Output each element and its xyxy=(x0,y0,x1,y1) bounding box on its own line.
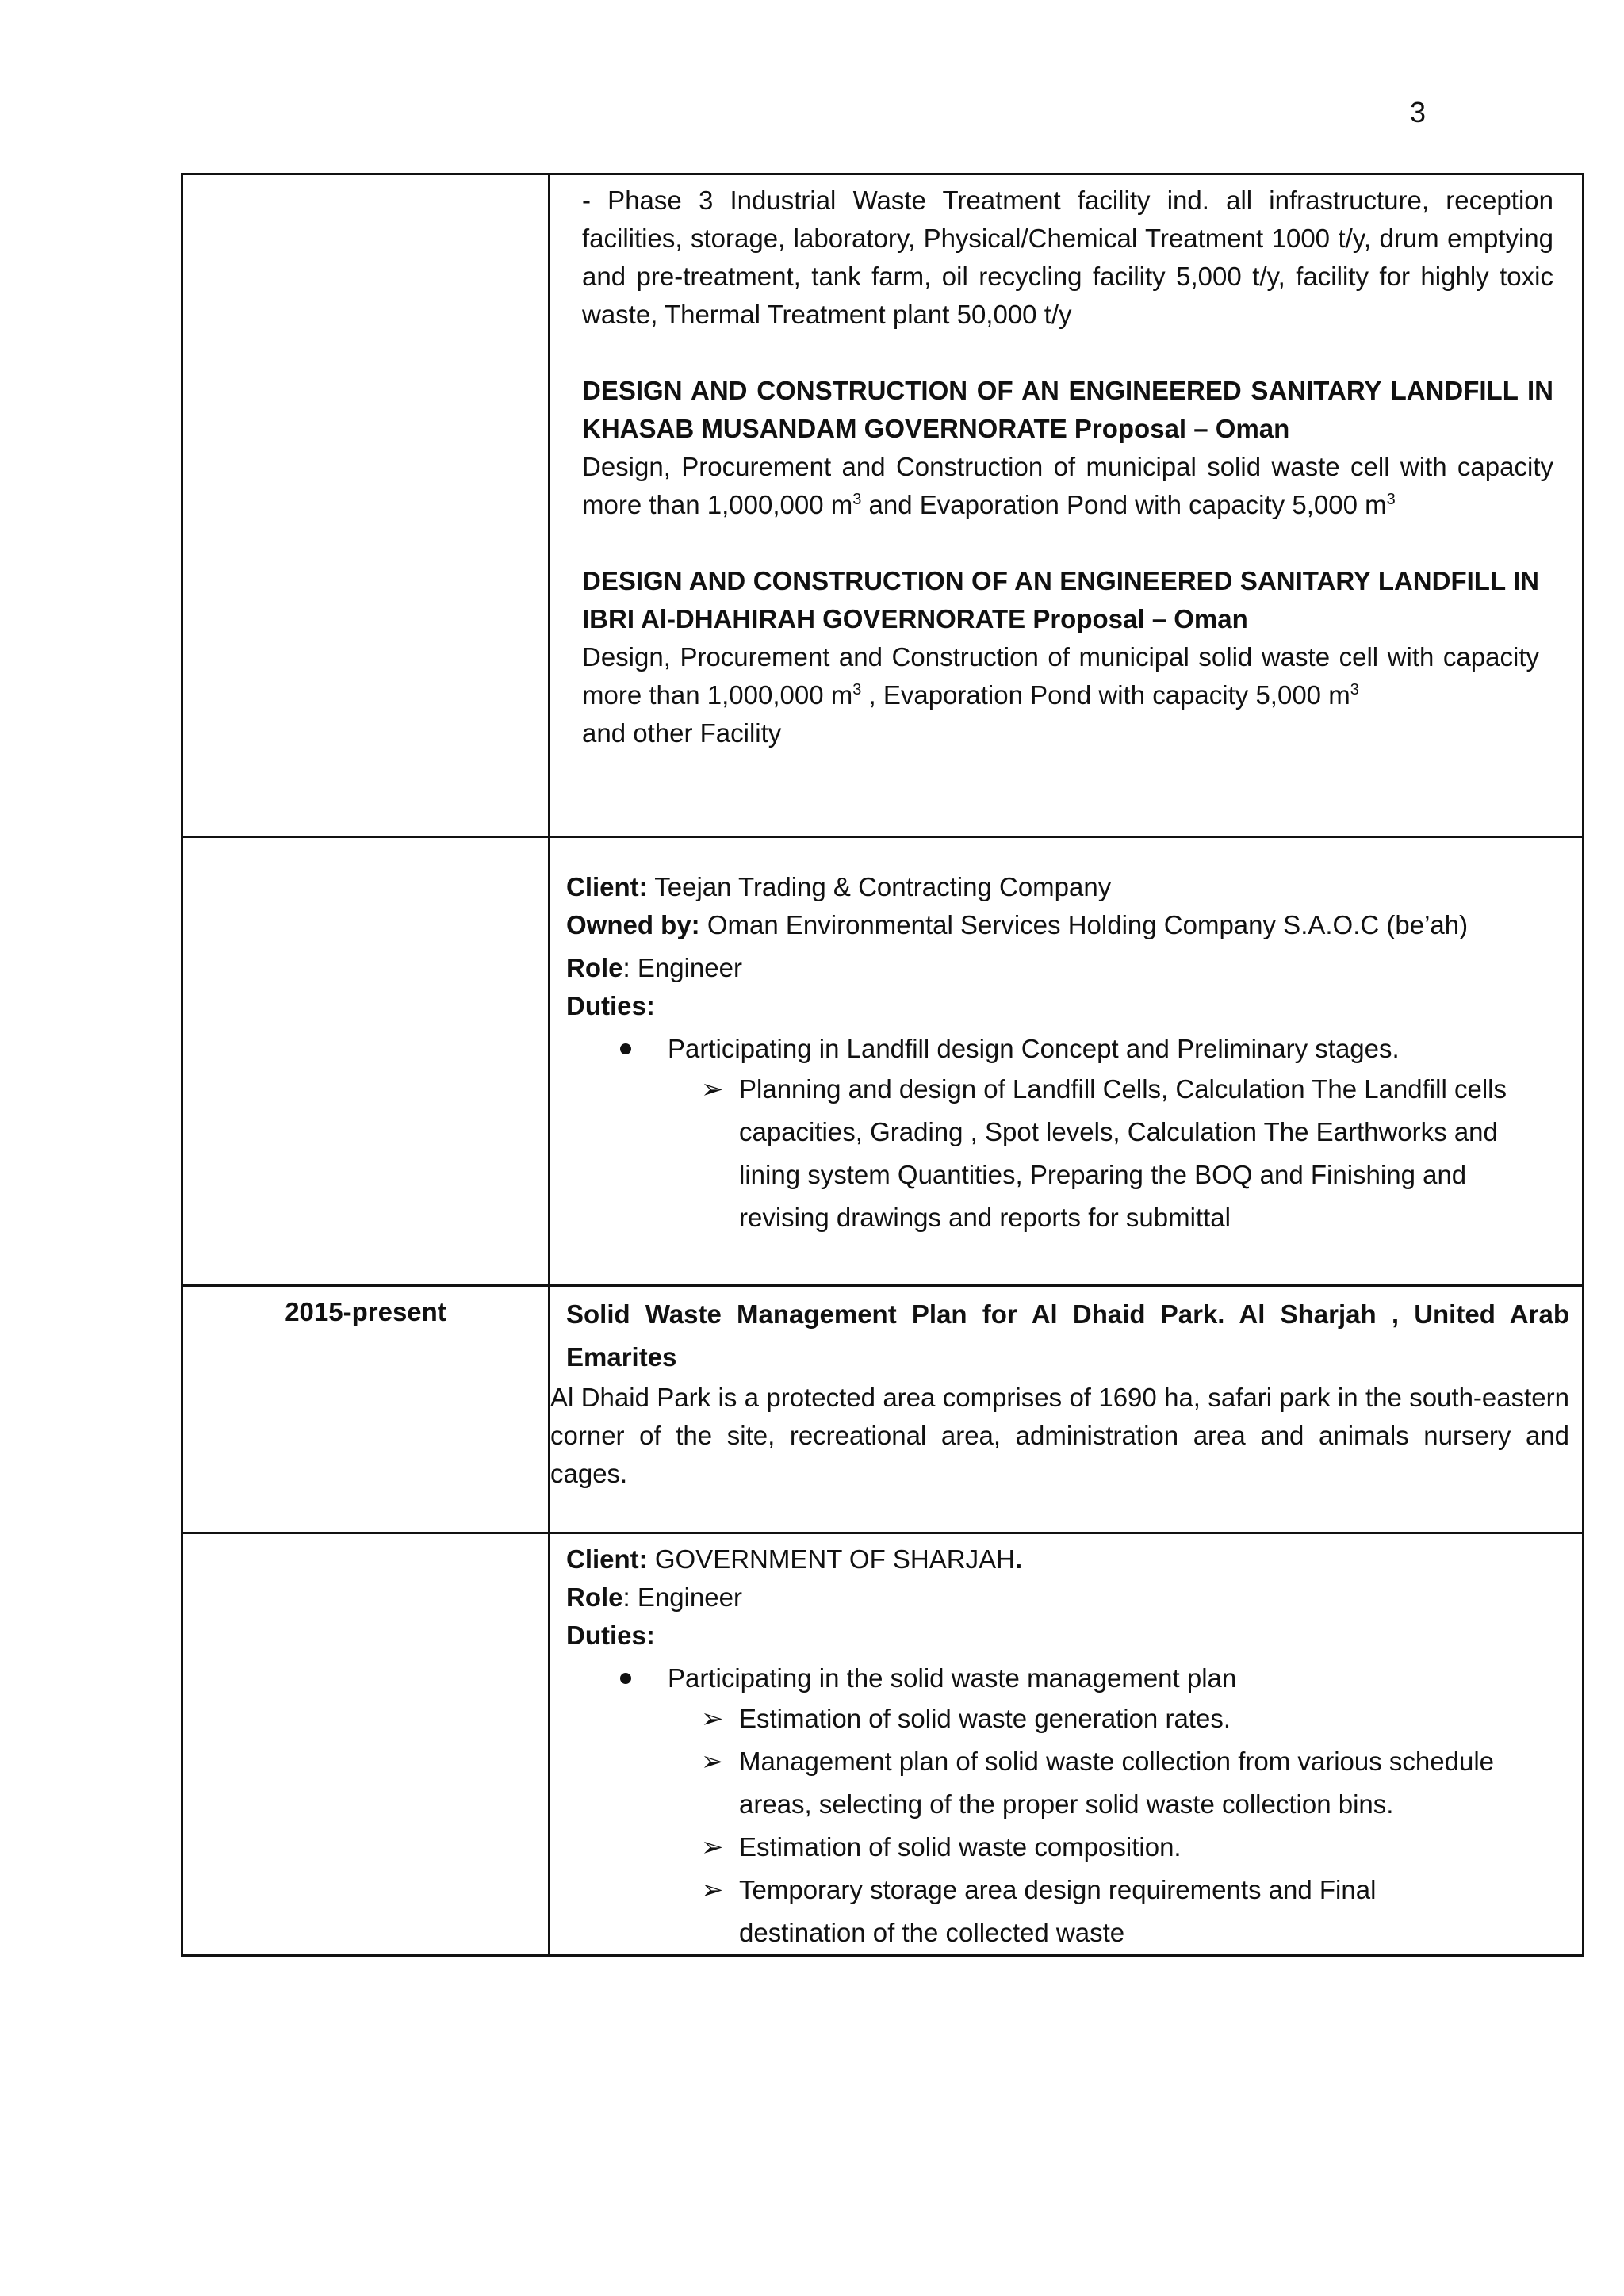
table-row xyxy=(182,1533,1584,1956)
duty-text: Participating in Landfill design Concept and Preliminary stages. xyxy=(668,1034,1400,1063)
duty-sub-text: Management plan of solid waste collection from various schedule areas, selecting of the proper solid waste collection bins. xyxy=(739,1747,1495,1819)
khasab-project-title: DESIGN AND CONSTRUCTION OF AN ENGINEERED SANITARY LANDFILL IN KHASAB MUSANDAM GOVERNORATE Proposal – Oman xyxy=(582,376,1553,443)
role-line: Role: Engineer xyxy=(566,953,742,982)
duties-label: Duties: xyxy=(566,1621,655,1650)
date-cell xyxy=(182,1533,550,1956)
duty-sub-text: Planning and design of Landfill Cells, Calculation The Landfill cells capacities, Grading , Spot levels, Calculation The Earthworks and lining system Quantities, Preparing the BOQ and Finishing and revising drawings and reports for submittal xyxy=(739,1074,1507,1232)
page-number: 3 xyxy=(1410,96,1427,128)
duty-sub-text: Estimation of solid waste composition. xyxy=(739,1832,1182,1862)
duty-sub-text: Estimation of solid waste generation rates. xyxy=(739,1704,1231,1733)
duty-sub-item xyxy=(566,1697,1566,1740)
project-description: Al Dhaid Park is a protected area comprises of 1690 ha, safari park in the south-eastern corner of the site, recreational area, administration area and animals nursery and cages. xyxy=(550,1383,1569,1488)
duty-sub-item xyxy=(566,1869,1566,1954)
arrow-bullet-icon: ➢ xyxy=(701,1832,724,1862)
duties-label: Duties: xyxy=(566,991,655,1020)
arrow-bullet-icon: ➢ xyxy=(701,1747,724,1777)
owner-line: Owned by: Oman Environmental Services Holding Company S.A.O.C (be’ah) xyxy=(566,910,1469,939)
bullet-icon xyxy=(620,1043,631,1054)
client-line: Client: GOVERNMENT OF SHARJAH. xyxy=(566,1544,1023,1574)
role-line: Role: Engineer xyxy=(566,1582,742,1612)
details-cell xyxy=(550,1286,1584,1533)
duty-sub-item xyxy=(566,1740,1566,1826)
khasab-project-desc: Design, Procurement and Construction of municipal solid waste cell with capacity more than 1,000,000 $m^3$ and Evaporation Pond with capacity 5,000 $m^3$ xyxy=(582,452,1553,519)
bullet-icon xyxy=(620,1673,631,1684)
arrow-bullet-icon: ➢ xyxy=(701,1704,724,1734)
experience-table xyxy=(181,173,1584,1957)
details-cell xyxy=(550,837,1584,1286)
arrow-bullet-icon: ➢ xyxy=(701,1074,724,1104)
date-cell xyxy=(182,837,550,1286)
table-row xyxy=(182,837,1584,1286)
ibri-project-desc-end: and other Facility xyxy=(582,718,782,748)
duty-sub-item xyxy=(566,1068,1566,1239)
details-cell xyxy=(550,1533,1584,1956)
date-cell xyxy=(182,174,550,837)
duty-sub-item xyxy=(566,1826,1566,1869)
client-line: Client: Teejan Trading & Contracting Company xyxy=(566,872,1112,901)
duty-text: Participating in the solid waste management plan xyxy=(668,1663,1237,1693)
duty-bullet xyxy=(566,1030,1566,1068)
duty-bullet xyxy=(566,1659,1566,1697)
table-row xyxy=(182,1286,1584,1533)
duty-sub-text: Temporary storage area design requirements and Final destination of the collected waste xyxy=(739,1875,1377,1947)
table-row xyxy=(182,174,1584,837)
details-cell xyxy=(550,174,1584,837)
date-cell: 2015-present xyxy=(182,1286,550,1533)
ibri-project-desc: Design, Procurement and Construction of municipal solid waste cell with capacity more than 1,000,000 $m^3$ , Evaporation Pond with capacity 5,000 $m^3$ xyxy=(582,642,1539,710)
phase3-text: - Phase 3 Industrial Waste Treatment facility ind. all infrastructure, reception facilities, storage, laboratory, Physical/Chemical Treatment 1000 t/y, drum emptying and pre-treatment, tank farm, oil recycling facility 5,000 t/y, facility for highly toxic waste, Thermal Treatment plant 50,000 t/y xyxy=(582,186,1553,329)
ibri-project-title: DESIGN AND CONSTRUCTION OF AN ENGINEERED SANITARY LANDFILL IN IBRI Al-DHAHIRAH GOVERNORATE Proposal – Oman xyxy=(582,566,1539,633)
arrow-bullet-icon: ➢ xyxy=(701,1875,724,1905)
project-title: Solid Waste Management Plan for Al Dhaid Park. Al Sharjah , United Arab Emarites xyxy=(566,1299,1569,1372)
